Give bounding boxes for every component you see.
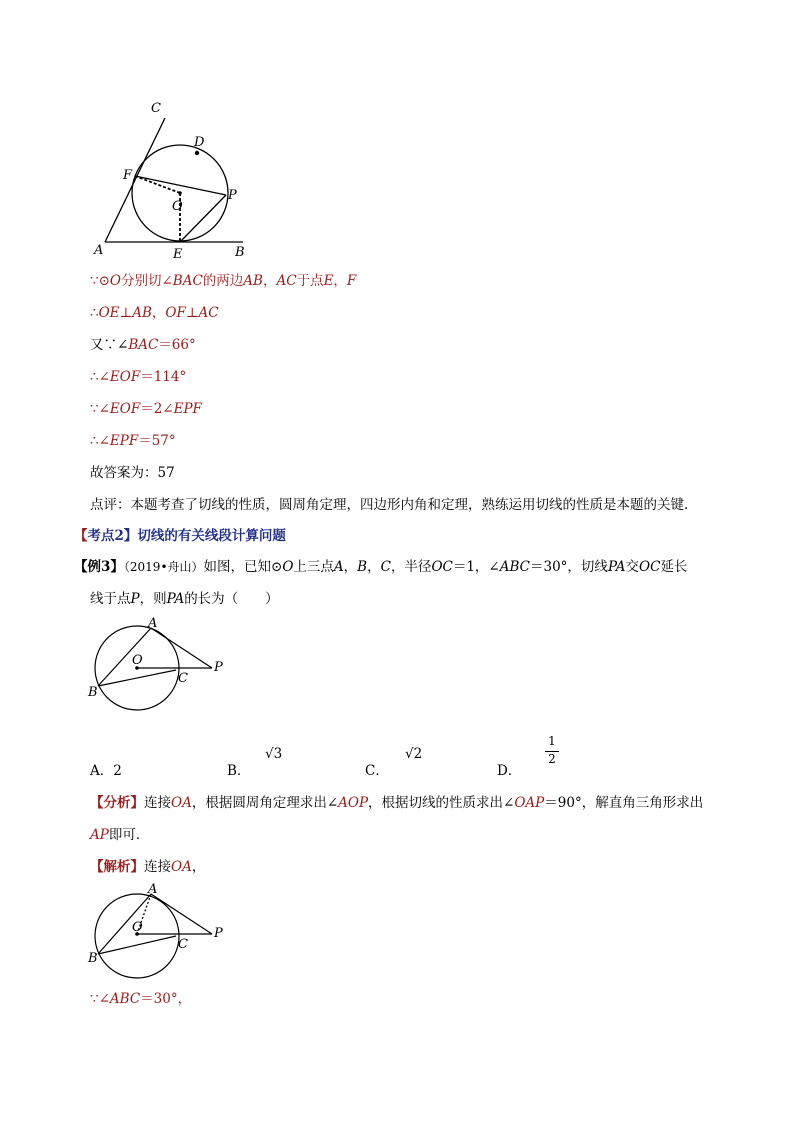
text: 连接 [144, 795, 171, 811]
label-d: D [194, 135, 205, 150]
label-o: O [132, 653, 143, 668]
text: ＝2∠ [140, 401, 174, 417]
text: ∴ [90, 305, 99, 321]
text: AP [90, 827, 109, 843]
text: 即可． [108, 827, 150, 843]
text: EPF [109, 433, 139, 449]
text: √3 [265, 746, 283, 762]
text: 上三点 [293, 559, 334, 575]
text: 于点 [296, 273, 324, 289]
text: ，根据切线的性质求出∠ [368, 795, 515, 811]
text: （2019•舟山） [123, 560, 204, 574]
text: ∴∠ [90, 369, 110, 385]
text: D． [497, 763, 522, 779]
text: ＝30°，切线 [530, 559, 608, 575]
text: ， [367, 559, 381, 575]
label-o: O [172, 199, 183, 214]
text: O [109, 273, 121, 289]
circle-o [95, 894, 179, 978]
figure-solution [85, 878, 235, 983]
text: AC [198, 305, 219, 321]
text: ⊥ [185, 305, 199, 321]
answer-line [90, 464, 175, 482]
text: A [333, 559, 344, 575]
text: 的两边 [202, 273, 244, 289]
text: ，半径 [390, 559, 432, 575]
text: OF [165, 305, 186, 321]
point-o [178, 191, 182, 195]
text: 【例3】 [74, 559, 124, 575]
step-2 [90, 304, 219, 322]
text: ＝57° [138, 433, 176, 449]
line-ap [151, 628, 212, 668]
text: P [130, 591, 140, 607]
text: B． [227, 763, 251, 779]
text: 1 [548, 734, 556, 748]
solution-line [90, 858, 205, 876]
text: 考点2】切线的有关线段计算问题 [87, 528, 286, 544]
text: 如图，已知⊙ [203, 559, 283, 575]
text: ， [262, 273, 277, 289]
text: 连接 [144, 859, 171, 875]
example-3-line-1 [74, 558, 687, 576]
text: EPF [173, 401, 202, 417]
text: E [323, 273, 334, 289]
text: A．2 [90, 763, 122, 779]
text: AB [132, 305, 152, 321]
section-header [74, 527, 286, 545]
analysis-line-2 [90, 826, 149, 844]
text: 故答案为：57 [90, 465, 175, 481]
figure-example-3 [85, 612, 235, 717]
step-5 [90, 400, 202, 418]
text: 【解析】 [90, 859, 144, 875]
text: ＝66° [158, 337, 196, 353]
text: PA [607, 559, 626, 575]
option-d-denominator [545, 752, 559, 766]
option-b-value [265, 746, 282, 762]
point-d [195, 151, 199, 155]
label-a: A [94, 243, 104, 258]
text: C [380, 559, 391, 575]
text: ， [191, 859, 206, 875]
text: ABC [109, 991, 141, 1007]
label-p: P [228, 188, 237, 203]
label-e: E [173, 247, 183, 262]
analysis-line-1 [90, 794, 703, 812]
label-c: C [151, 101, 161, 116]
text: OAP [514, 795, 545, 811]
option-b[interactable] [227, 759, 250, 779]
text: C． [365, 763, 389, 779]
last-line [90, 990, 191, 1008]
label-c: C [178, 937, 188, 952]
text: ⊥ [119, 305, 133, 321]
text: AOP [338, 795, 369, 811]
text: BAC [128, 337, 159, 353]
line-ba [98, 894, 151, 954]
text: ∵⊙ [90, 273, 110, 289]
text: 线于点 [90, 591, 131, 607]
text: ＝30°， [140, 991, 192, 1007]
text: ，则 [139, 591, 167, 607]
label-f: F [123, 168, 133, 183]
option-d-numerator [545, 734, 559, 748]
text: OC [431, 559, 453, 575]
text: AC [276, 273, 297, 289]
option-c[interactable] [365, 759, 389, 779]
text: 【 [74, 528, 88, 544]
label-b: B [88, 951, 98, 966]
line-bc [98, 936, 176, 954]
label-b: B [88, 685, 98, 700]
text: 又∵∠ [90, 337, 129, 353]
text: ∵∠ [90, 991, 110, 1007]
text: ∵∠ [90, 401, 110, 417]
step-6 [90, 432, 176, 450]
step-1 [90, 272, 356, 290]
text: ABC [499, 559, 530, 575]
label-a: A [148, 616, 158, 631]
text: PA [166, 591, 185, 607]
label-o: O [132, 920, 143, 935]
text: B [357, 559, 368, 575]
text: EOF [109, 369, 141, 385]
text: ＝114° [140, 369, 187, 385]
text: BAC [172, 273, 203, 289]
text: OC [639, 559, 661, 575]
line-ap [151, 894, 212, 934]
label-a: A [148, 882, 158, 897]
text: ， [343, 559, 358, 575]
text: OA [171, 795, 192, 811]
text: EOF [109, 401, 141, 417]
text: OA [171, 859, 192, 875]
option-d[interactable] [497, 759, 521, 779]
text: 点评：本题考查了切线的性质，圆周角定理，四边形内角和定理，熟练运用切线的性质是本题的关键． [90, 497, 698, 513]
text: OE [98, 305, 120, 321]
text: 【分析】 [90, 795, 144, 811]
text: O [282, 559, 294, 575]
text: ＝1，∠ [452, 559, 500, 575]
text: ， [333, 273, 347, 289]
text: 2 [548, 752, 556, 766]
text: AB [243, 273, 263, 289]
label-p: P [214, 660, 223, 675]
text: ∴∠ [90, 433, 110, 449]
text: 延长 [660, 559, 688, 575]
text: 交 [625, 559, 640, 575]
text: ， [151, 305, 166, 321]
step-3 [90, 336, 196, 354]
example-3-line-2 [90, 590, 279, 608]
text: ＝90°，解直角三角形求出 [544, 795, 704, 811]
text: 的长为（ ） [184, 591, 279, 607]
step-4 [90, 368, 186, 386]
figure-tangent-angle [85, 95, 285, 270]
option-a[interactable] [90, 759, 122, 779]
label-p: P [214, 926, 223, 941]
label-c: C [178, 671, 188, 686]
text: √2 [405, 746, 423, 762]
comment-line [90, 496, 698, 514]
text: F [346, 273, 357, 289]
label-b: B [235, 245, 245, 260]
text: ，根据圆周角定理求出∠ [191, 795, 339, 811]
text: 分别切∠ [120, 273, 173, 289]
option-c-value [405, 746, 422, 762]
